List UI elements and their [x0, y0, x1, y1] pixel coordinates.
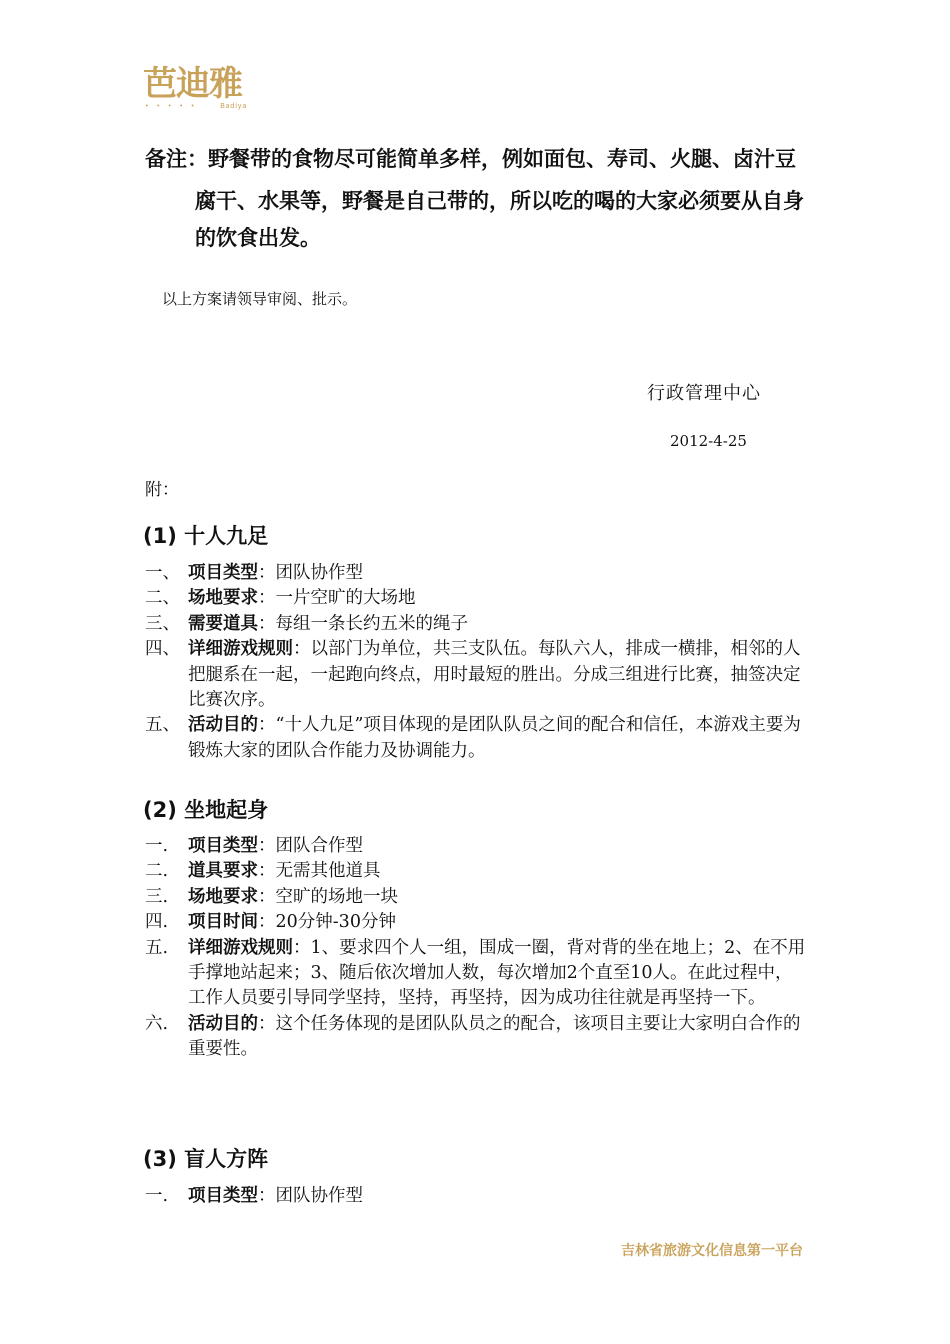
- item-separator: ：: [293, 639, 311, 660]
- remark-block: [145, 136, 815, 250]
- item-number: 四、: [145, 639, 180, 660]
- section-title-3: (3) 盲人方阵: [143, 1147, 269, 1171]
- signature-date: 2012-4-25: [670, 432, 747, 450]
- item-key: 活动目的: [188, 1013, 258, 1034]
- item-key: 项目类型: [188, 1186, 258, 1206]
- section-1-items: [145, 561, 810, 764]
- item-separator: ：: [258, 836, 276, 856]
- list-item: [145, 910, 810, 935]
- item-value: 每组一条长约五米的绳子: [275, 613, 468, 634]
- item-value: 团队合作型: [275, 836, 363, 856]
- list-item: [145, 859, 810, 884]
- item-value: 1、要求四个人一组，围成一圈，背对背的坐在地上；2、在不用手撑地站起来；3、随后依次增加人数，每次增加2个直至10人。在此过程中，工作人员要引导同学坚持，坚持，再坚持，因为成功往往就是再坚持一下。: [188, 937, 806, 1009]
- item-number: 一.: [145, 1186, 169, 1206]
- footer-slogan: 吉林省旅游文化信息第一平台: [621, 1243, 803, 1259]
- item-separator: ：: [258, 1186, 276, 1206]
- item-key: 项目类型: [188, 563, 258, 583]
- item-key: 场地要求: [188, 886, 258, 907]
- item-number: 三.: [145, 886, 169, 907]
- item-number: 四.: [145, 912, 169, 933]
- list-item: [145, 561, 810, 586]
- item-separator: ：: [258, 861, 276, 882]
- item-value: 无需其他道具: [275, 861, 381, 882]
- logo-dots: • • • • •: [145, 103, 198, 110]
- item-value: 一片空旷的大场地: [275, 588, 416, 609]
- item-value: 以部门为单位，共三支队伍。每队六人，排成一横排，相邻的人把腿系在一起，一起跑向终点，用时最短的胜出。分成三组进行比赛，抽签决定比赛次序。: [188, 639, 801, 711]
- item-number: 二、: [145, 588, 180, 609]
- section-3-items: [145, 1184, 810, 1209]
- item-separator: ：: [258, 588, 276, 609]
- list-item: [145, 936, 810, 1012]
- item-value: 团队协作型: [275, 1186, 363, 1206]
- remark-first-text: ：野餐带的食物尽可能简单多样，例如面包、寿司、火腿、卤汁豆: [187, 146, 796, 171]
- logo-text: 芭迪雅: [143, 64, 242, 104]
- list-item: [145, 1012, 810, 1063]
- item-key: 需要道具: [188, 613, 258, 634]
- item-separator: ：: [258, 886, 276, 907]
- item-key: 详细游戏规则: [188, 937, 293, 958]
- item-number: 六.: [145, 1013, 169, 1034]
- item-value: 20分钟-30分钟: [275, 912, 396, 933]
- item-number: 二.: [145, 861, 169, 882]
- item-value: “十人九足”项目体现的是团队队员之间的配合和信任，本游戏主要为锻炼大家的团队合作能力及协调能力。: [188, 715, 801, 761]
- list-item: [145, 713, 810, 764]
- logo-subtext: Badiya: [220, 102, 247, 110]
- section-2-items: [145, 834, 810, 1063]
- remark-first-line: [145, 136, 815, 182]
- remark-label: 备注: [145, 146, 187, 171]
- item-separator: ：: [258, 912, 276, 933]
- section-title-2: (2) 坐地起身: [143, 798, 269, 822]
- list-item: [145, 1184, 810, 1209]
- list-item: [145, 637, 810, 713]
- item-separator: ：: [258, 563, 276, 583]
- approval-request: 以上方案请领导审阅、批示。: [162, 290, 358, 308]
- item-separator: ：: [258, 715, 276, 736]
- list-item: [145, 586, 810, 611]
- item-value: 空旷的场地一块: [275, 886, 398, 907]
- item-separator: ：: [258, 1013, 276, 1034]
- item-number: 五、: [145, 715, 180, 736]
- item-number: 一.: [145, 836, 169, 856]
- item-key: 项目时间: [188, 912, 258, 933]
- signature-department: 行政管理中心: [647, 383, 761, 404]
- attachment-label: 附：: [145, 480, 179, 500]
- list-item: [145, 612, 810, 637]
- item-key: 场地要求: [188, 588, 258, 609]
- item-number: 五.: [145, 937, 169, 958]
- item-key: 活动目的: [188, 715, 258, 736]
- item-value: 这个任务体现的是团队队员之的配合，该项目主要让大家明白合作的重要性。: [188, 1013, 801, 1060]
- item-key: 项目类型: [188, 836, 258, 856]
- item-value: 团队协作型: [275, 563, 363, 583]
- item-number: 三、: [145, 613, 180, 634]
- list-item: [145, 885, 810, 910]
- list-item: [145, 834, 810, 859]
- item-separator: ：: [293, 937, 311, 958]
- item-number: 一、: [145, 563, 180, 583]
- brand-logo: [143, 64, 253, 116]
- section-title-1: (1) 十人九足: [143, 524, 269, 548]
- item-key: 详细游戏规则: [188, 639, 293, 660]
- item-key: 道具要求: [188, 861, 258, 882]
- remark-continuation: 腐干、水果等，野餐是自己带的，所以吃的喝的大家必须要从自身的饮食出发。: [195, 188, 804, 250]
- item-separator: ：: [258, 613, 276, 634]
